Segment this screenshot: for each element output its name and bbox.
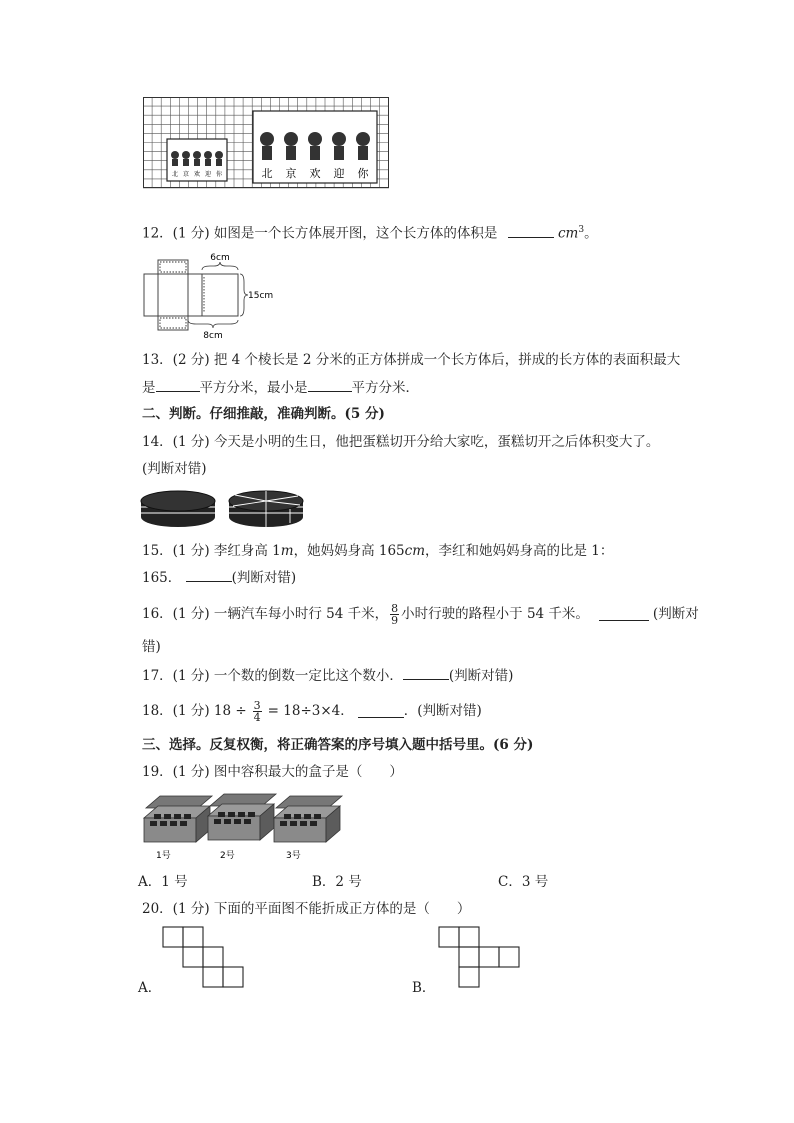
large-banner-char: 京 [285, 167, 297, 180]
q15-unit-m: m [280, 543, 294, 559]
q13-text-c: 平方分米． [351, 380, 419, 396]
q15-text-d: 165． [142, 570, 182, 586]
net-label-right: 15cm [248, 291, 274, 301]
q17-text-a: 17．(1 分) 一个数的倒数一定比这个数小． [142, 668, 403, 684]
large-banner-char: 北 [261, 167, 273, 180]
question-13-line2 [142, 378, 419, 398]
q18-frac-num: 3 [253, 698, 261, 712]
q13-text-a: 是 [142, 380, 156, 396]
q20-net-b [438, 926, 524, 994]
box-2-icon [208, 794, 276, 840]
q16-answer-blank[interactable] [599, 608, 649, 621]
q18-frac-den: 4 [253, 710, 261, 724]
box-label: 2号 [220, 851, 235, 861]
q16-judge-hint: (判断对 [652, 606, 699, 622]
large-banner [253, 111, 377, 183]
large-banner-char: 你 [357, 167, 369, 180]
q16-text-b: 小时行驶的路程小于 54 千米。 [401, 606, 589, 622]
section-3-heading: 三、选择。反复权衡，将正确答案的序号填入题中括号里。(6 分) [142, 737, 534, 753]
q15-text-a: 15．(1 分) 李红身高 1 [142, 543, 281, 559]
q20-option-a[interactable]: A． [138, 980, 162, 996]
grid-figure [143, 97, 390, 189]
question-12 [142, 220, 598, 244]
q20-option-b[interactable]: B． [412, 980, 436, 996]
q19-option-a[interactable]: A．1 号 [138, 874, 188, 890]
q17-answer-blank[interactable] [403, 667, 449, 680]
q13-blank-min[interactable] [308, 379, 352, 392]
q13-blank-max[interactable] [156, 379, 200, 392]
box-label: 1号 [156, 851, 171, 861]
small-banner-char: 欢 [193, 171, 201, 178]
boxes-figure [140, 792, 365, 864]
q18-answer-blank[interactable] [358, 705, 404, 718]
question-20: 20．(1 分) 下面的平面图不能折成正方体的是（ ） [142, 901, 471, 917]
q12-text: 12．(1 分) 如图是一个长方体展开图，这个长方体的体积是 [142, 225, 498, 242]
q17-judge-hint: (判断对错) [448, 668, 514, 684]
q12-period: 。 [584, 225, 598, 242]
large-banner-char: 欢 [309, 167, 321, 180]
cuboid-net-figure [140, 250, 280, 340]
question-13-line1: 13．(2 分) 把 4 个棱长是 2 分米的正方体拼成一个长方体后，拼成的长方体的表面积最大 [142, 352, 681, 368]
small-banner-char: 你 [215, 171, 223, 178]
question-17 [142, 666, 513, 686]
q12-answer-blank[interactable] [508, 225, 554, 238]
q12-unit-exponent: 3 [578, 225, 585, 235]
large-banner-char: 迎 [333, 167, 345, 180]
q15-unit-cm: cm [404, 543, 426, 559]
q18-text-a: 18．(1 分) 18 ÷ [142, 703, 247, 719]
q18-fraction [253, 700, 262, 723]
cake-figure [140, 487, 305, 531]
q15-text-b: ，她妈妈身高 165 [293, 543, 405, 559]
q19-option-b[interactable]: B．2 号 [312, 874, 362, 890]
question-15-line1 [142, 541, 613, 561]
q16-frac-num: 8 [391, 601, 399, 615]
q19-option-c[interactable]: C．3 号 [498, 874, 549, 890]
box-3-icon [274, 796, 342, 842]
net-label-bottom: 8cm [203, 331, 223, 340]
net-label-top: 6cm [210, 253, 230, 263]
small-banner [167, 139, 227, 181]
q13-text-b: 平方分米，最小是 [199, 380, 308, 396]
section-2-heading: 二、判断。仔细推敲，准确判断。(5 分) [142, 406, 385, 422]
question-16-line1 [142, 600, 699, 628]
question-15-line2 [142, 568, 296, 588]
box-label: 3号 [286, 851, 301, 861]
q16-frac-den: 9 [391, 613, 399, 627]
small-banner-char: 北 [171, 171, 179, 178]
q15-answer-blank[interactable] [186, 569, 232, 582]
q15-text-c: ，李红和她妈妈身高的比是 1： [425, 543, 614, 559]
small-banner-char: 京 [182, 171, 190, 178]
box-1-icon [144, 796, 212, 842]
q16-fraction [390, 603, 399, 626]
question-19: 19．(1 分) 图中容积最大的盒子是（ ） [142, 764, 403, 780]
question-14-line2: (判断对错) [142, 461, 207, 477]
question-14-line1: 14．(1 分) 今天是小明的生日，他把蛋糕切开分给大家吃，蛋糕切开之后体积变大了。 [142, 434, 660, 450]
q18-text-b: = 18÷3×4． [267, 703, 354, 719]
question-16-line2: 错) [142, 639, 161, 655]
small-banner-char: 迎 [204, 171, 212, 178]
q16-text-a: 16．(1 分) 一辆汽车每小时行 54 千米， [142, 606, 389, 622]
q15-judge-hint: (判断对错) [231, 570, 297, 586]
whole-cake-icon [141, 491, 215, 527]
sliced-cake-icon [229, 491, 303, 527]
q20-net-a [162, 926, 248, 994]
q18-judge-hint: ．(判断对错) [403, 703, 482, 719]
q12-unit: cm [557, 225, 579, 242]
question-18 [142, 696, 482, 726]
